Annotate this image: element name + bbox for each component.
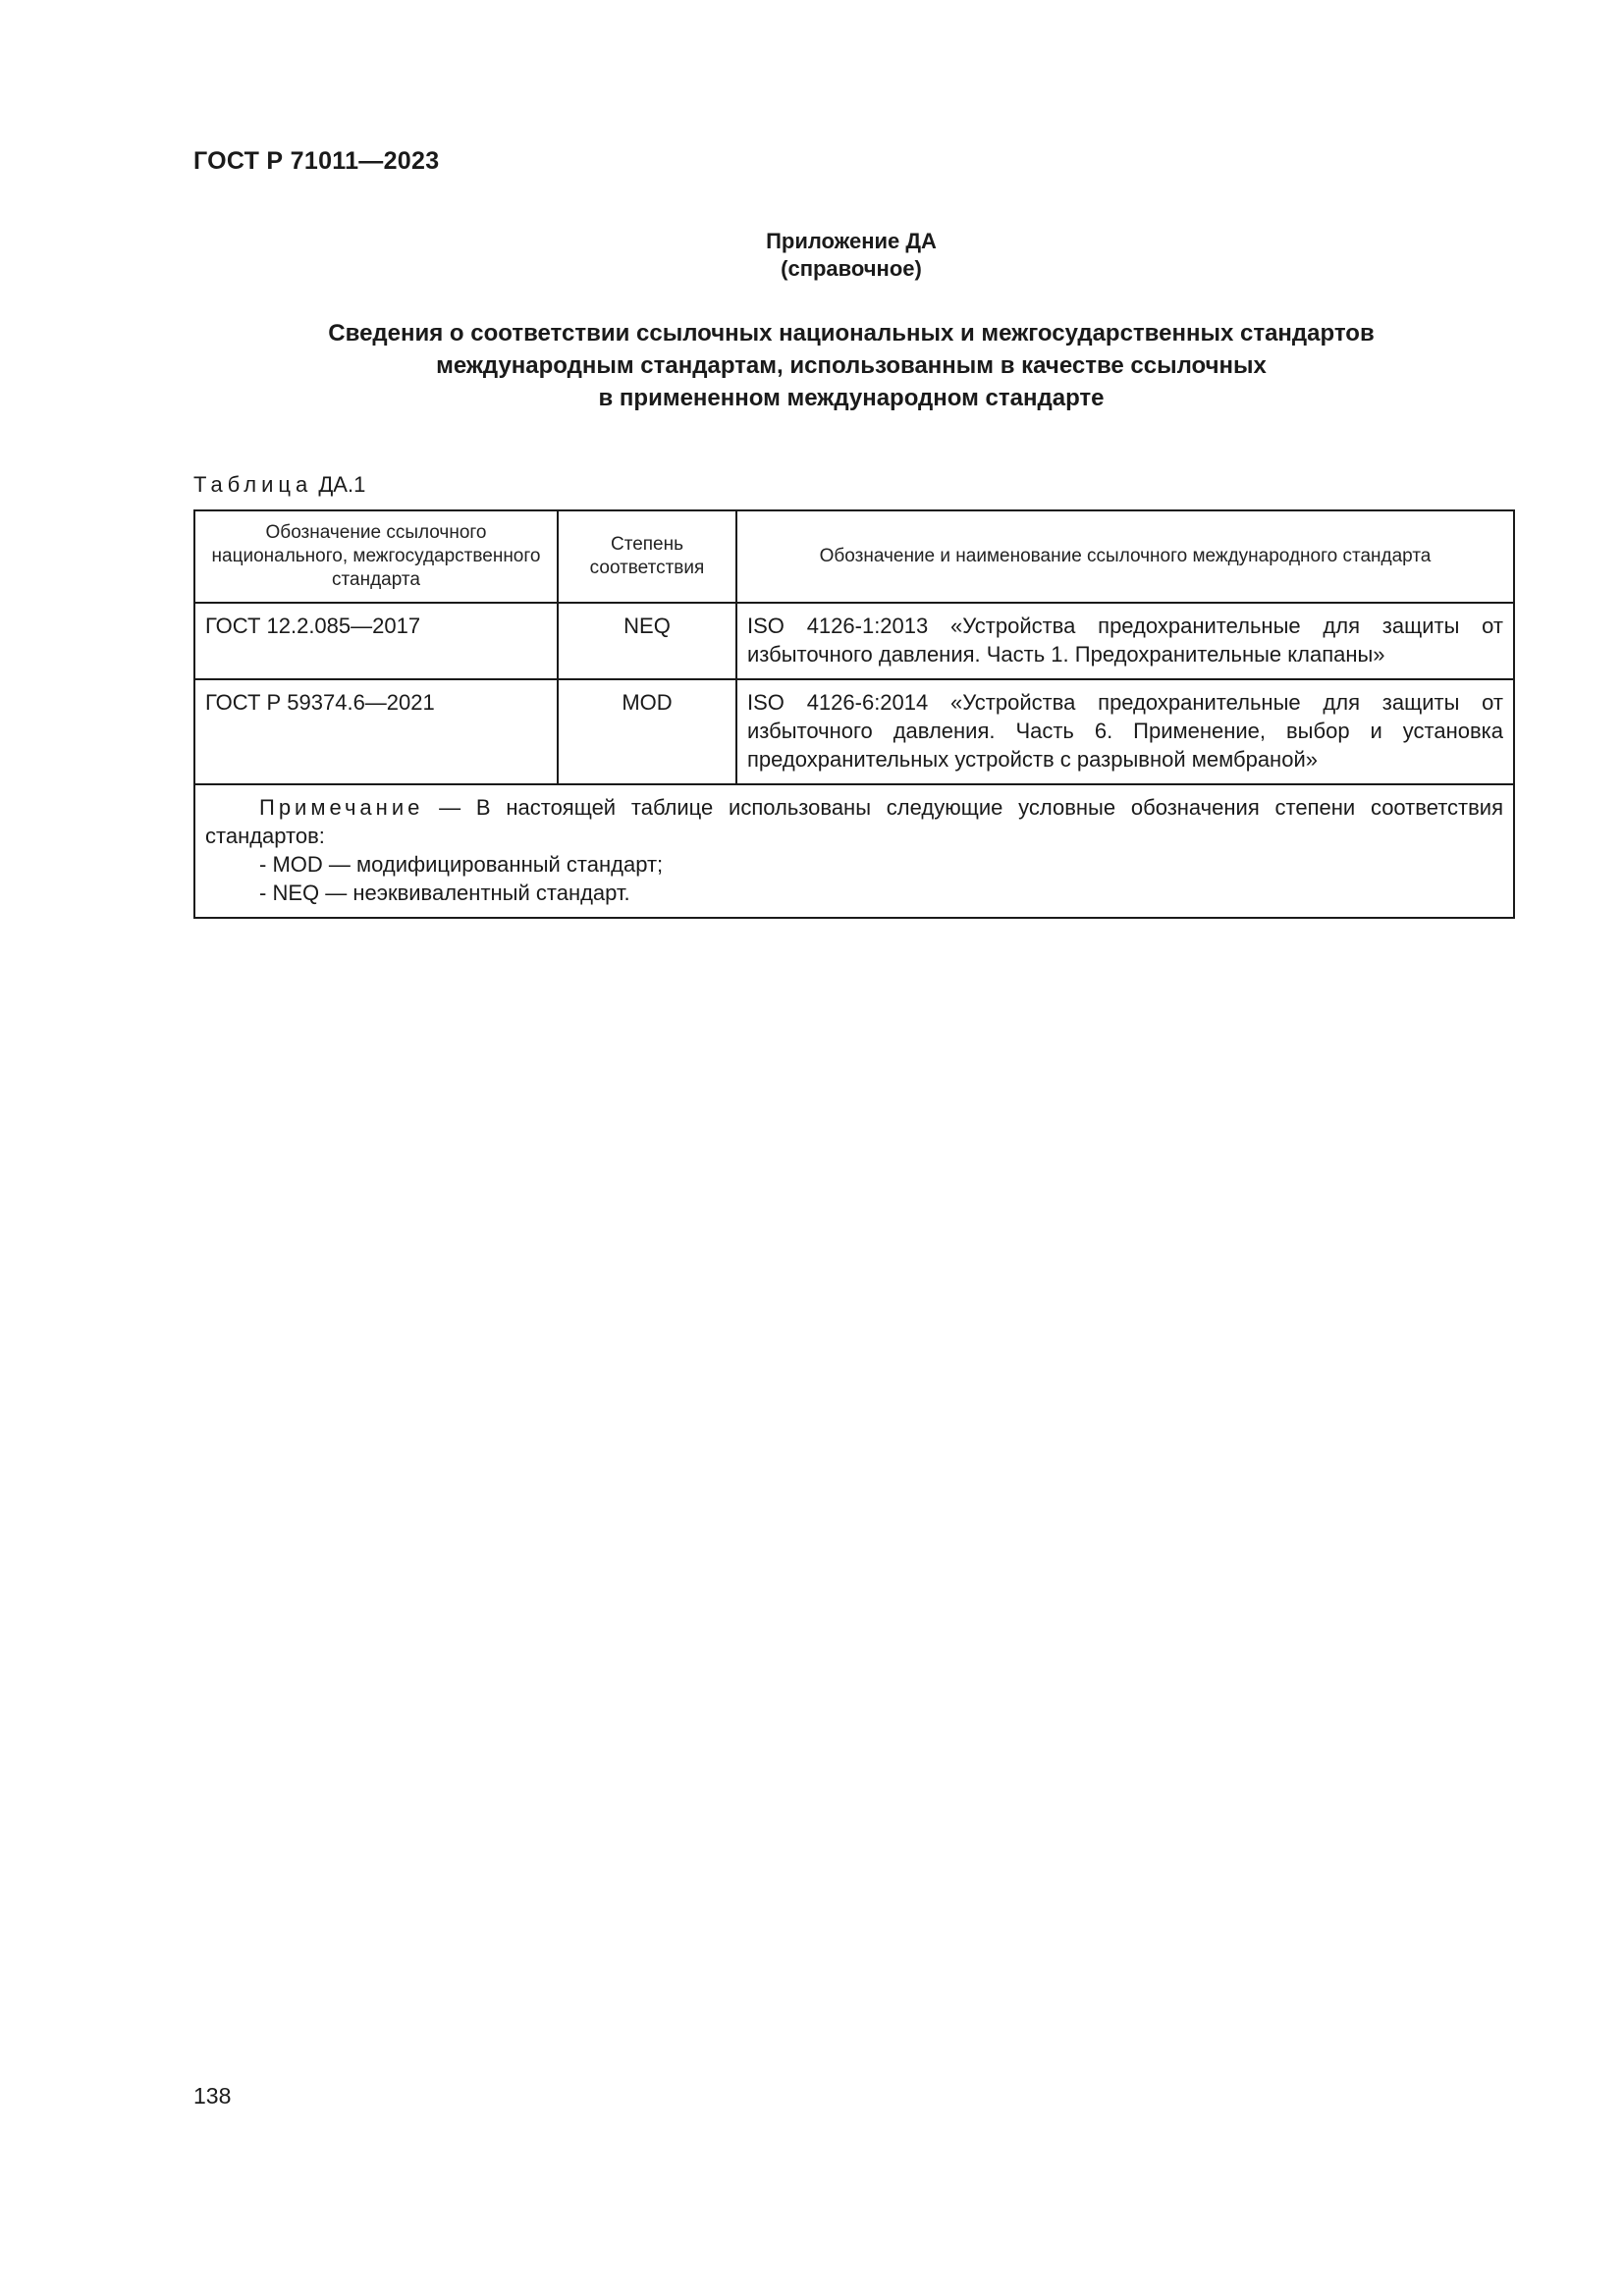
column-header-international: Обозначение и наименование ссылочного международного стандарта bbox=[736, 510, 1514, 603]
appendix-label: Приложение ДА bbox=[766, 229, 937, 253]
table-note bbox=[194, 784, 1514, 918]
page-number: 138 bbox=[193, 2083, 232, 2109]
document-code: ГОСТ Р 71011—2023 bbox=[193, 147, 440, 175]
column-header-national: Обозначение ссылочного национального, межгосударственного стандарта bbox=[194, 510, 558, 603]
appendix-title-line: Сведения о соответствии ссылочных национальных и межгосударственных стандартов bbox=[328, 320, 1375, 347]
table-caption-word: Таблица bbox=[193, 472, 313, 497]
note-list-item: - NEQ — неэквивалентный стандарт. bbox=[259, 881, 630, 905]
note-list-item: - MOD — модифицированный стандарт; bbox=[259, 852, 664, 877]
degree-cell: NEQ bbox=[558, 603, 736, 679]
table-caption-number: ДА.1 bbox=[318, 472, 366, 497]
appendix-heading bbox=[0, 228, 1624, 283]
table-row bbox=[194, 679, 1514, 784]
table-header-row bbox=[194, 510, 1514, 603]
international-standard-cell: ISO 4126-1:2013 «Устройства предохранительные для защиты от избыточного давления. Часть 1. Предохранительные клапаны» bbox=[736, 603, 1514, 679]
standards-correspondence-table bbox=[193, 509, 1515, 919]
table-caption bbox=[193, 472, 365, 498]
table-note-row bbox=[194, 784, 1514, 918]
appendix-kind: (справочное) bbox=[781, 256, 922, 281]
degree-cell: MOD bbox=[558, 679, 736, 784]
appendix-title-line: международным стандартам, использованным в качестве ссылочных bbox=[436, 352, 1267, 379]
appendix-title-line: в примененном международном стандарте bbox=[598, 385, 1105, 411]
national-standard-cell: ГОСТ Р 59374.6—2021 bbox=[194, 679, 558, 784]
note-text: — В настоящей таблице использованы следующие условные обозначения степени соответствия стандартов: bbox=[205, 795, 1503, 848]
national-standard-cell: ГОСТ 12.2.085—2017 bbox=[194, 603, 558, 679]
table-row bbox=[194, 603, 1514, 679]
appendix-title bbox=[0, 317, 1624, 414]
note-title: Примечание bbox=[259, 795, 424, 820]
international-standard-cell: ISO 4126-6:2014 «Устройства предохранительные для защиты от избыточного давления. Часть 6. Применение, выбор и установка предохранительных устройств с разрывной мембраной» bbox=[736, 679, 1514, 784]
note-paragraph bbox=[205, 793, 1503, 850]
column-header-degree: Степень соответствия bbox=[558, 510, 736, 603]
